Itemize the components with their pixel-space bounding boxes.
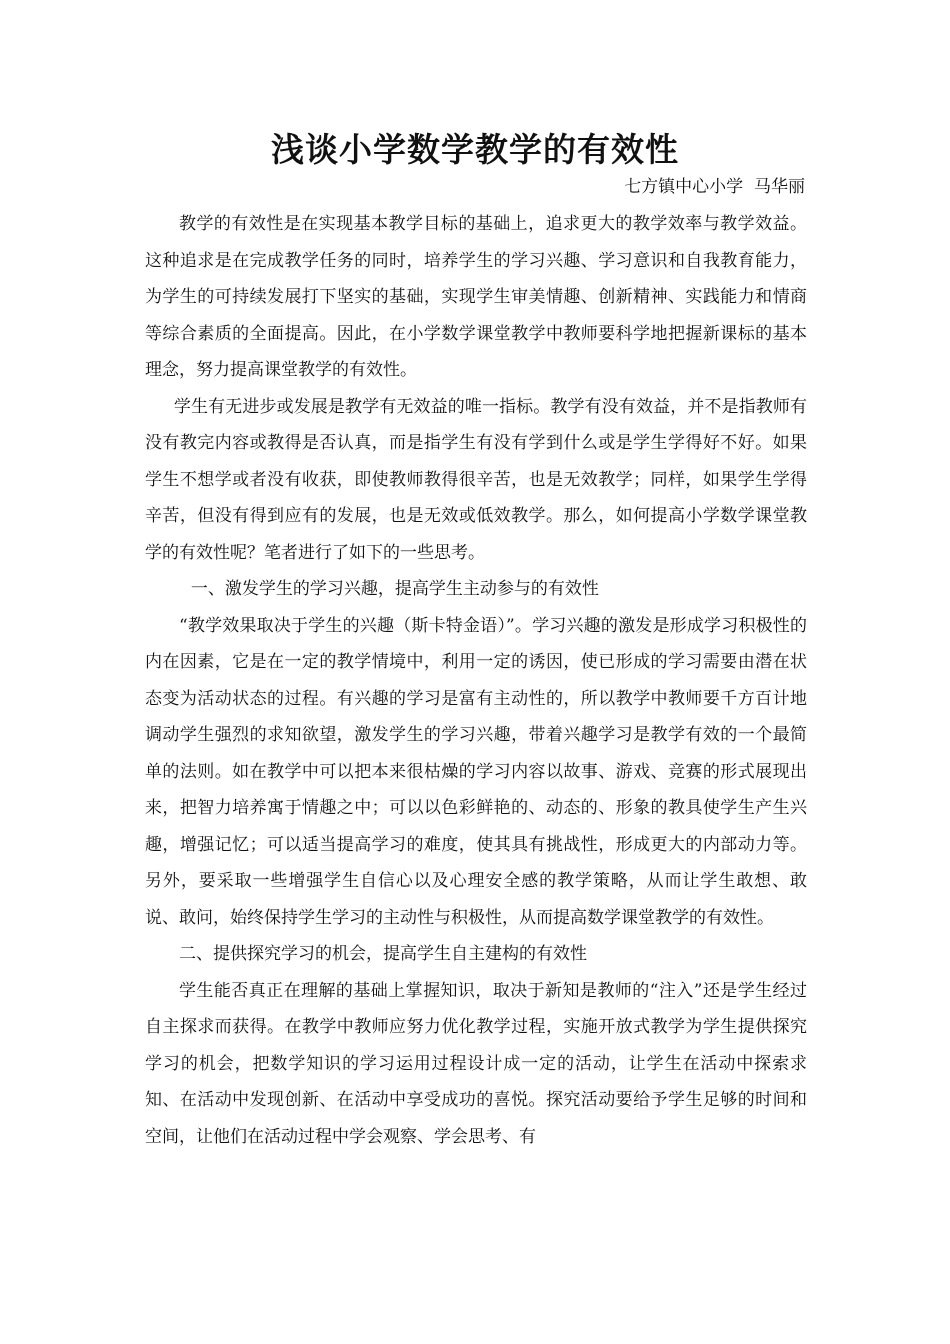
section-1-heading: 一、激发学生的学习兴趣，提高学生主动参与的有效性 <box>190 579 599 599</box>
section-1-paragraph: “教学效果取决于学生的兴趣（斯卡特金语）”。学习兴趣的激发是形成学习积极性的内在因素，它是在一定的教学情境中，利用一定的诱因，使已形成的学习需要由潜在状态变为活动状态的过程。有兴趣的学习是富有主动性的，所以教学中教师要千方百计地调动学生强烈的求知欲望，激发学生的学习兴趣，带着兴趣学习是教学有效的一个最简单的法则。如在教学中可以把本来很枯燥的学习内容以故事、游戏、竞赛的形式展现出来，把智力培养寓于情趣之中；可以以色彩鲜艳的、动态的、形象的教具使学生产生兴趣，增强记忆；可以适当提高学习的难度，使其具有挑战性，形成更大的内部动力等。另外，要采取一些增强学生自信心以及心理安全感的教学策略，从而让学生敢想、敢说、敢问，始终保持学生学习的主动性与积极性，从而提高数学课堂教学的有效性。 <box>145 615 807 928</box>
author-line: 七方镇中心小学 马华丽 <box>624 177 805 197</box>
document-body <box>145 206 807 1155</box>
section-2-heading: 二、提供探究学习的机会，提高学生自主建构的有效性 <box>179 944 587 964</box>
document-title: 浅谈小学数学教学的有效性 <box>271 130 679 169</box>
intro-paragraph-2: 学生有无进步或发展是教学有无效益的唯一指标。教学有没有效益，并不是指教师有没有教完内容或教得是否认真，而是指学生有没有学到什么或是学生学得好不好。如果学生不想学或者没有收获，即使教师教得很辛苦，也是无效教学；同样，如果学生学得辛苦，但没有得到应有的发展，也是无效或低效教学。那么，如何提高小学数学课堂教学的有效性呢？笔者进行了如下的一些思考。 <box>145 396 807 563</box>
section-2-paragraph: 学生能否真正在理解的基础上掌握知识，取决于新知是教师的“注入”还是学生经过自主探求而获得。在教学中教师应努力优化教学过程，实施开放式教学为学生提供探究学习的机会，把数学知识的学习运用过程设计成一定的活动，让学生在活动中探索求知、在活动中发现创新、在活动中享受成功的喜悦。探究活动要给予学生足够的时间和空间，让他们在活动过程中学会观察、学会思考、有 <box>145 980 807 1147</box>
intro-paragraph-1: 教学的有效性是在实现基本教学目标的基础上，追求更大的教学效率与教学效益。这种追求是在完成教学任务的同时，培养学生的学习兴趣、学习意识和自我教育能力，为学生的可持续发展打下坚实的基础，实现学生审美情趣、创新精神、实践能力和情商等综合素质的全面提高。因此，在小学数学课堂教学中教师要科学地把握新课标的基本理念，努力提高课堂教学的有效性。 <box>145 214 807 380</box>
